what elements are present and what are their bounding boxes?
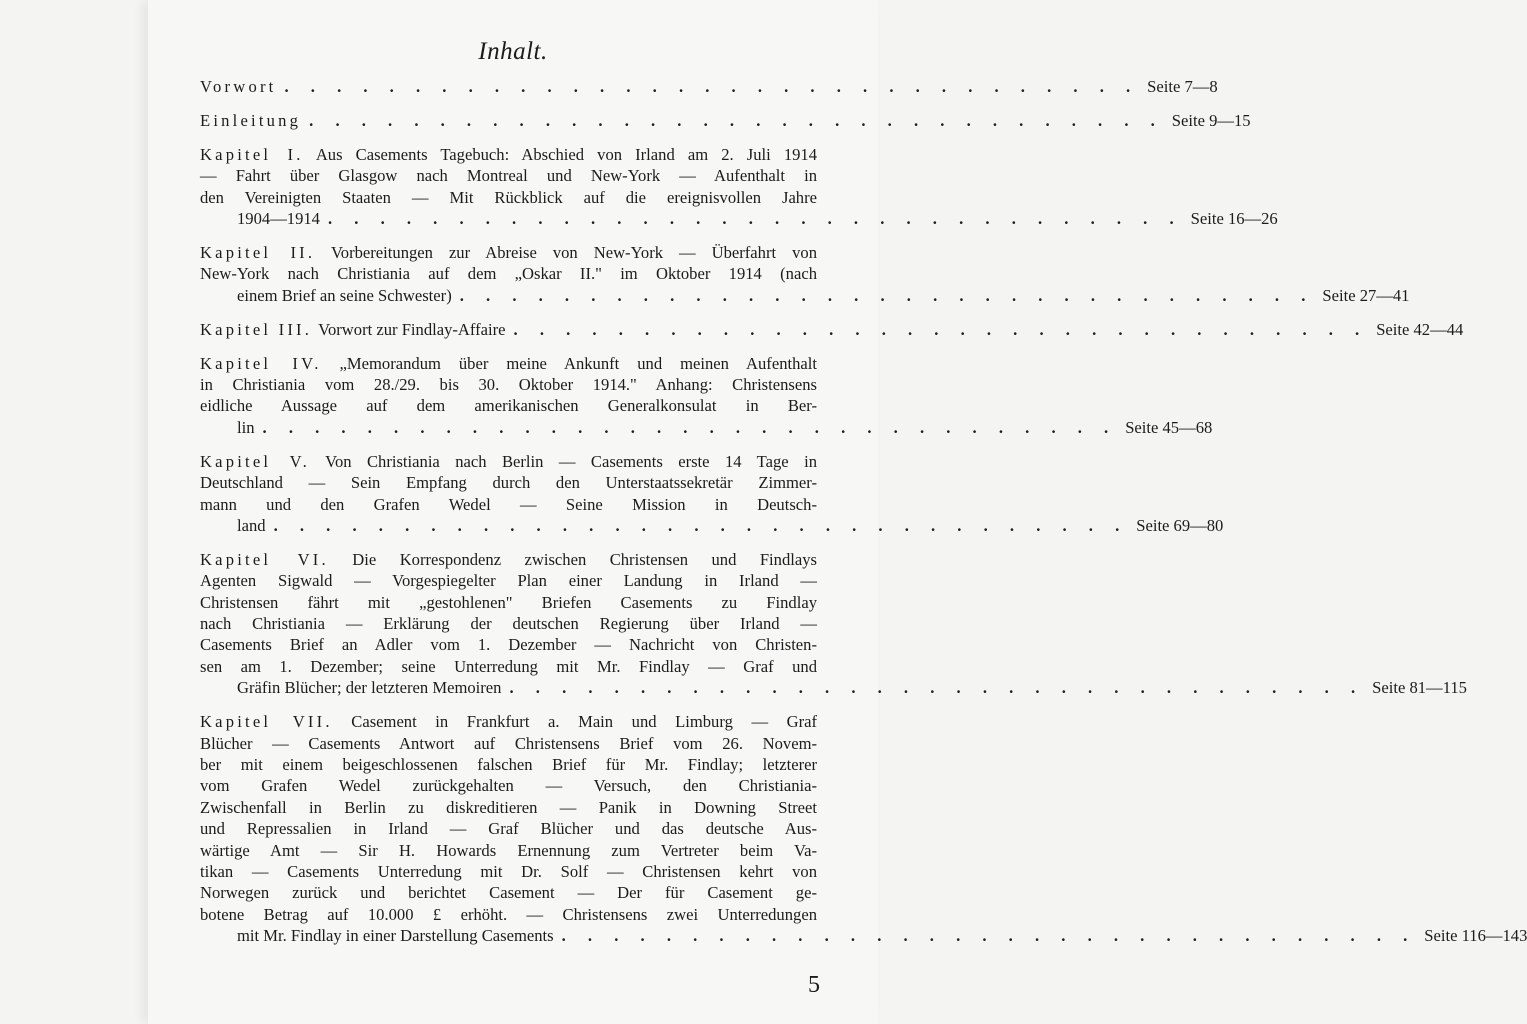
toc-leader-dots: . . . . . . . . . . . . . . . . . . . . . . . . . . . . . . . . . [284,77,1140,96]
toc-entry-text: Agenten Sigwald — Vorgespiegelter Plan einer Landung in Irland — [200,571,817,591]
toc-entry-text: mann und den Grafen Wedel — Seine Mission in Deutsch- [200,494,817,514]
toc-entry-text: Vorwort zur Findlay-Affaire [318,319,506,339]
toc-entry-line [200,319,1464,340]
toc-entry-line [200,904,817,925]
toc-leader-dots: . . . . . . . . . . . . . . . . . . . . . . . . . . . . . . . . . [459,285,1315,305]
toc-entry-text: „Memorandum über meine Ankunft und meinen Aufenthalt [339,353,817,373]
toc-entry [200,353,1213,439]
toc-page-range: Seite 27—41 [1322,285,1410,305]
toc-entry [200,76,1218,97]
toc-entry-line [200,818,817,839]
toc-entry-line [200,451,818,472]
toc-page-range: Seite 45—68 [1125,417,1213,437]
toc-entry-last-line [237,208,1278,229]
toc-entry-text: Casements Brief an Adler vom 1. Dezember — Nachricht von Christen- [200,635,817,655]
toc-entry-text: lin [237,417,255,437]
toc-entry-text: in Christiania vom 28./29. bis 30. Oktober 1914." Anhang: Christensens [200,374,817,394]
toc-entry-line [200,656,817,677]
toc-entry [200,711,1527,946]
toc-leader-dots: . . . . . . . . . . . . . . . . . . . . . . . . . . . . . . . . . [509,678,1365,698]
toc-entry-text: botene Betrag auf 10.000 £ erhöht. — Christensens zwei Unterredungen [200,904,817,924]
toc-entry-text: mit Mr. Findlay in einer Darstellung Casements [237,926,554,946]
toc-page-range: Seite 116—143 [1424,926,1527,946]
toc-entry-text: Christensen fährt mit „gestohlenen" Briefen Casements zu Findlay [200,592,817,612]
toc-page-range: Seite 81—115 [1372,678,1467,698]
toc-entry-line [200,613,817,634]
toc-entry-text: eidliche Aussage auf dem amerikanischen Generalkonsulat in Ber- [200,396,817,416]
toc-entry-line [200,187,817,208]
toc-leader-dots: . . . . . . . . . . . . . . . . . . . . . . . . . . . . . . . . . [327,209,1183,229]
toc-leader-dots: . . . . . . . . . . . . . . . . . . . . . . . . . . . . . . . . . [273,515,1129,535]
toc-entry-line [200,242,817,263]
toc-page-range: Seite 7—8 [1147,77,1218,96]
toc-entry-line [200,144,818,165]
toc-entry [200,110,1251,131]
toc-leader-dots: . . . . . . . . . . . . . . . . . . . . . . . . . . . . . . . . . [262,417,1118,437]
toc-entry-line [200,549,817,570]
toc-entry-line [200,754,817,775]
toc-entry [200,242,1410,306]
toc-entry-text: Von Christiania nach Berlin — Casements erste 14 Tage in [325,451,818,471]
toc-entry-line [200,592,817,613]
toc-leader-dots: . . . . . . . . . . . . . . . . . . . . . . . . . . . . . . . . . [309,110,1164,130]
toc-entry-last-line [237,515,1224,536]
toc-entry-text: Casement in Frankfurt a. Main und Limburg — Graf [351,712,818,732]
toc-entry-line [200,353,817,374]
toc-entry-line [200,374,817,395]
toc-entry-text: wärtige Amt — Sir H. Howards Ernennung zum Vertreter beim Va- [200,840,817,860]
toc-page-range: Seite 16—26 [1190,209,1278,229]
toc-entry-text: Gräfin Blücher; der letzteren Memoiren [237,678,502,698]
toc-entry [200,549,1467,699]
toc-entry-text: Blücher — Casements Antwort auf Christensens Brief vom 26. Novem- [200,733,817,753]
table-of-contents [200,76,1527,959]
toc-entry-label: Kapitel II. [200,242,316,262]
toc-entry-line [200,634,817,655]
toc-entry-line [200,797,817,818]
toc-entry-line [200,395,817,416]
toc-entry-line [200,263,817,284]
toc-entry-line [200,494,817,515]
toc-entry-text: Die Korrespondenz zwischen Christensen und Findlays [352,549,817,569]
toc-entry-label: Vorwort [200,77,277,96]
toc-entry-text: einem Brief an seine Schwester) [237,285,452,305]
toc-entry-line [200,110,1251,131]
toc-entry-line [200,570,817,591]
toc-leader-dots: . . . . . . . . . . . . . . . . . . . . . . . . . . . . . . . . . [513,319,1369,339]
toc-entry-line [200,76,1218,97]
toc-entry [200,144,1278,230]
toc-entry-line [200,775,817,796]
toc-entry-line [200,733,817,754]
toc-entry-text: ber mit einem beigeschlossenen falschen Brief für Mr. Findlay; letzterer [200,754,817,774]
toc-entry-text: Norwegen zurück und berichtet Casement — Der für Casement ge- [200,883,817,903]
toc-entry-label: Kapitel V. [200,451,310,471]
toc-entry-text: New-York nach Christiania auf dem „Oskar II." im Oktober 1914 (nach [200,264,817,284]
toc-entry-line [200,840,817,861]
toc-entry [200,319,1464,340]
toc-entry-line [200,711,818,732]
toc-entry-text: sen am 1. Dezember; seine Unterredung mit Mr. Findlay — Graf und [200,656,817,676]
toc-page-range: Seite 69—80 [1136,515,1224,535]
toc-entry-text: den Vereinigten Staaten — Mit Rückblick auf die ereignisvollen Jahre [200,187,817,207]
toc-page-range: Seite 9—15 [1171,110,1251,130]
toc-entry-text: tikan — Casements Unterredung mit Dr. Solf — Christensen kehrt von [200,862,817,881]
book-page [148,0,1527,1024]
toc-entry-last-line [237,285,1410,306]
toc-entry-text: und Repressalien in Irland — Graf Blücher und das deutsche Aus- [200,819,817,839]
toc-entry-label: Kapitel VI. [200,549,329,569]
toc-entry-last-line [237,925,1527,946]
toc-entry-text: land [237,515,266,535]
toc-entry [200,451,1224,537]
toc-entry-label: Einleitung [200,110,302,130]
toc-entry-text: vom Grafen Wedel zurückgehalten — Versuch, den Christiania- [200,776,817,796]
toc-entry-label: Kapitel I. [200,144,304,164]
toc-entry-text: — Fahrt über Glasgow nach Montreal und New-York — Aufenthalt in [200,166,817,186]
toc-entry-line [200,861,817,882]
toc-leader-dots: . . . . . . . . . . . . . . . . . . . . . . . . . . . . . . . . . [561,926,1417,946]
page-title: Inhalt. [478,38,548,65]
toc-entry-text: 1904—1914 [237,209,320,229]
toc-entry-text: Deutschland — Sein Empfang durch den Unterstaatssekretär Zimmer- [200,473,817,493]
toc-entry-text: Zwischenfall in Berlin zu diskreditieren — Panik in Downing Street [200,797,817,817]
toc-entry-last-line [237,677,1467,698]
toc-entry-last-line [237,417,1213,438]
toc-entry-line [200,882,817,903]
toc-entry-text: nach Christiania — Erklärung der deutschen Regierung über Irland — [200,614,817,634]
toc-entry-text: Aus Casements Tagebuch: Abschied von Irland am 2. Juli 1914 [315,144,818,164]
toc-entry-line [200,165,817,186]
toc-page-range: Seite 42—44 [1376,319,1464,339]
toc-entry-label: Kapitel III. [200,319,313,339]
toc-entry-line [200,472,817,493]
toc-entry-label: Kapitel VII. [200,712,333,732]
toc-entry-text: Vorbereitungen zur Abreise von New-York — Überfahrt von [330,242,817,262]
page-number: 5 [808,972,820,998]
toc-entry-label: Kapitel IV. [200,353,322,373]
